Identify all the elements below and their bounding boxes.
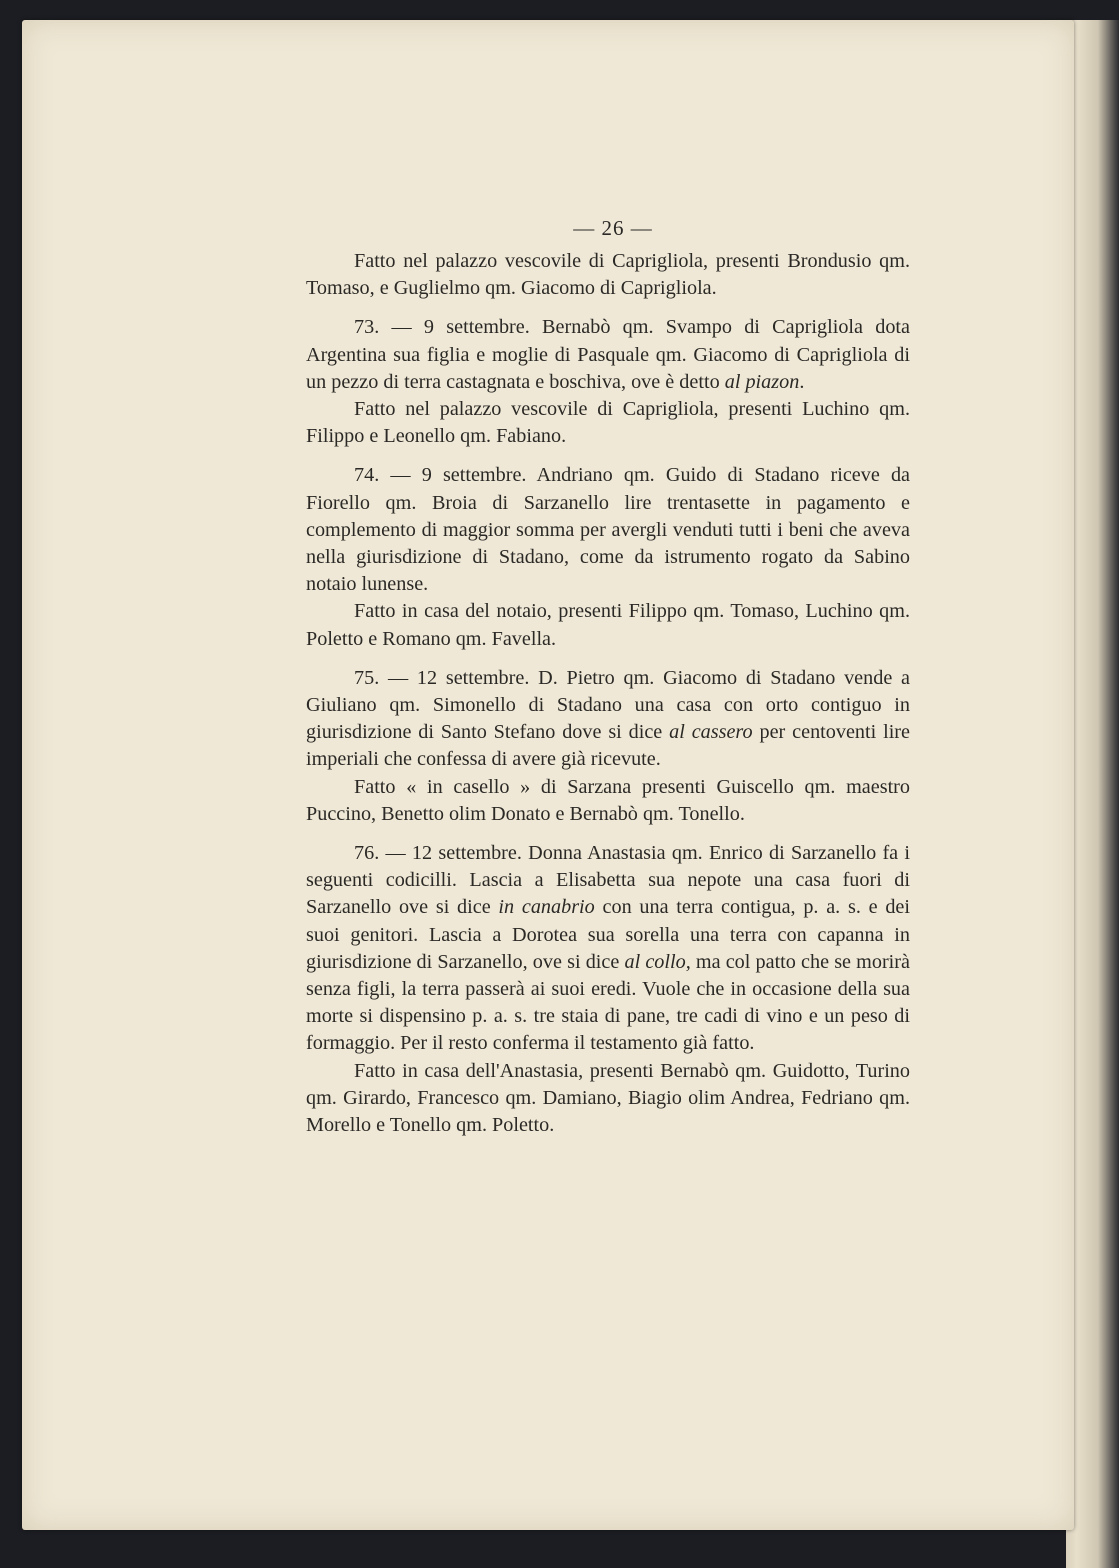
entry-75 (306, 665, 910, 774)
entry-76-after: con una terra contigua, p. a. s. e dei suoi genitori. Lascia a Dorotea sua sorella una terra con capanna in giurisdizione di Sarzanello, ove si dice (306, 896, 910, 973)
entry-73 (306, 314, 910, 396)
book-page (22, 20, 1074, 1530)
entry-76-italic-2: al collo, (624, 950, 691, 973)
paragraph-3 (306, 396, 910, 450)
entry-73-text: 73. — 9 settembre. Bernabò qm. Svampo di Caprigliola dota Argentina sua figlia e moglie di Pasquale qm. Giacomo di Caprigliola di un pezzo di terra castagnata e boschiva, ove è detto (306, 316, 910, 393)
paragraph-3-text: Fatto nel palazzo vescovile di Caprigliola, presenti Luchino qm. Filippo e Leonello qm. Fabiano. (306, 398, 910, 448)
entry-75-text: 75. — 12 settembre. D. Pietro qm. Giacomo di Stadano vende a Giuliano qm. Simonello di Stadano una casa con orto contiguo in giurisdizione di Santo Stefano dove si dice (306, 666, 910, 744)
paragraph-7 (306, 774, 910, 828)
page-text-block (306, 248, 910, 1139)
entry-75-italic: al cassero (669, 721, 753, 744)
entry-73-italic: al piazon (724, 370, 800, 393)
entry-74 (306, 462, 910, 598)
paragraph-9 (306, 1058, 910, 1140)
entry-76-text: 76. — 12 settembre. Donna Anastasia qm. Enrico di Sarzanello fa i seguenti codicilli. Lascia a Elisabetta sua nepote una casa fuori di Sarzanello ove si dice (306, 842, 910, 919)
entry-76-italic: in canabrio (498, 896, 595, 919)
entry-73-after: . (799, 370, 805, 393)
paragraph-1 (306, 248, 910, 302)
paragraph-5-text: Fatto in casa del notaio, presenti Filippo qm. Tomaso, Luchino qm. Poletto e Romano qm. Favella. (306, 600, 910, 650)
paragraph-9-text: Fatto in casa dell'Anastasia, presenti Bernabò qm. Guidotto, Turino qm. Girardo, Francesco qm. Damiano, Biagio olim Andrea, Fedriano qm. Morello e Tonello qm. Poletto. (306, 1059, 910, 1137)
paragraph-1-text: Fatto nel palazzo vescovile di Caprigliola, presenti Brondusio qm. Tomaso, e Guglielmo qm. Giacomo di Caprigliola. (306, 250, 910, 300)
paragraph-7-text: Fatto « in casello » di Sarzana presenti Guiscello qm. maestro Puccino, Benetto olim Donato e Bernabò qm. Tonello. (306, 775, 910, 825)
entry-74-text: 74. — 9 settembre. Andriano qm. Guido di Stadano riceve da Fiorello qm. Broia di Sarzanello lire trentasette in pagamento e complemento di maggior somma per avergli venduti tutti i beni che aveva nella giurisdizione di Stadano, come da istrumento rogato da Sabino notaio lunense. (306, 464, 910, 596)
paragraph-5 (306, 598, 910, 652)
page-number: — 26 — (573, 216, 653, 240)
entry-76 (306, 840, 910, 1058)
entry-75-after: per centoventi lire imperiali che confessa di avere già ricevute. (306, 721, 910, 771)
entry-76-after-2: ma col patto che se morirà senza figli, la terra passerà ai suoi eredi. Vuole che in occasione della sua morte si dispensino p. a. s. tre staia di pane, tre cadi di vino e un peso di formaggio. Per il resto conferma il testamento già fatto. (306, 950, 910, 1055)
